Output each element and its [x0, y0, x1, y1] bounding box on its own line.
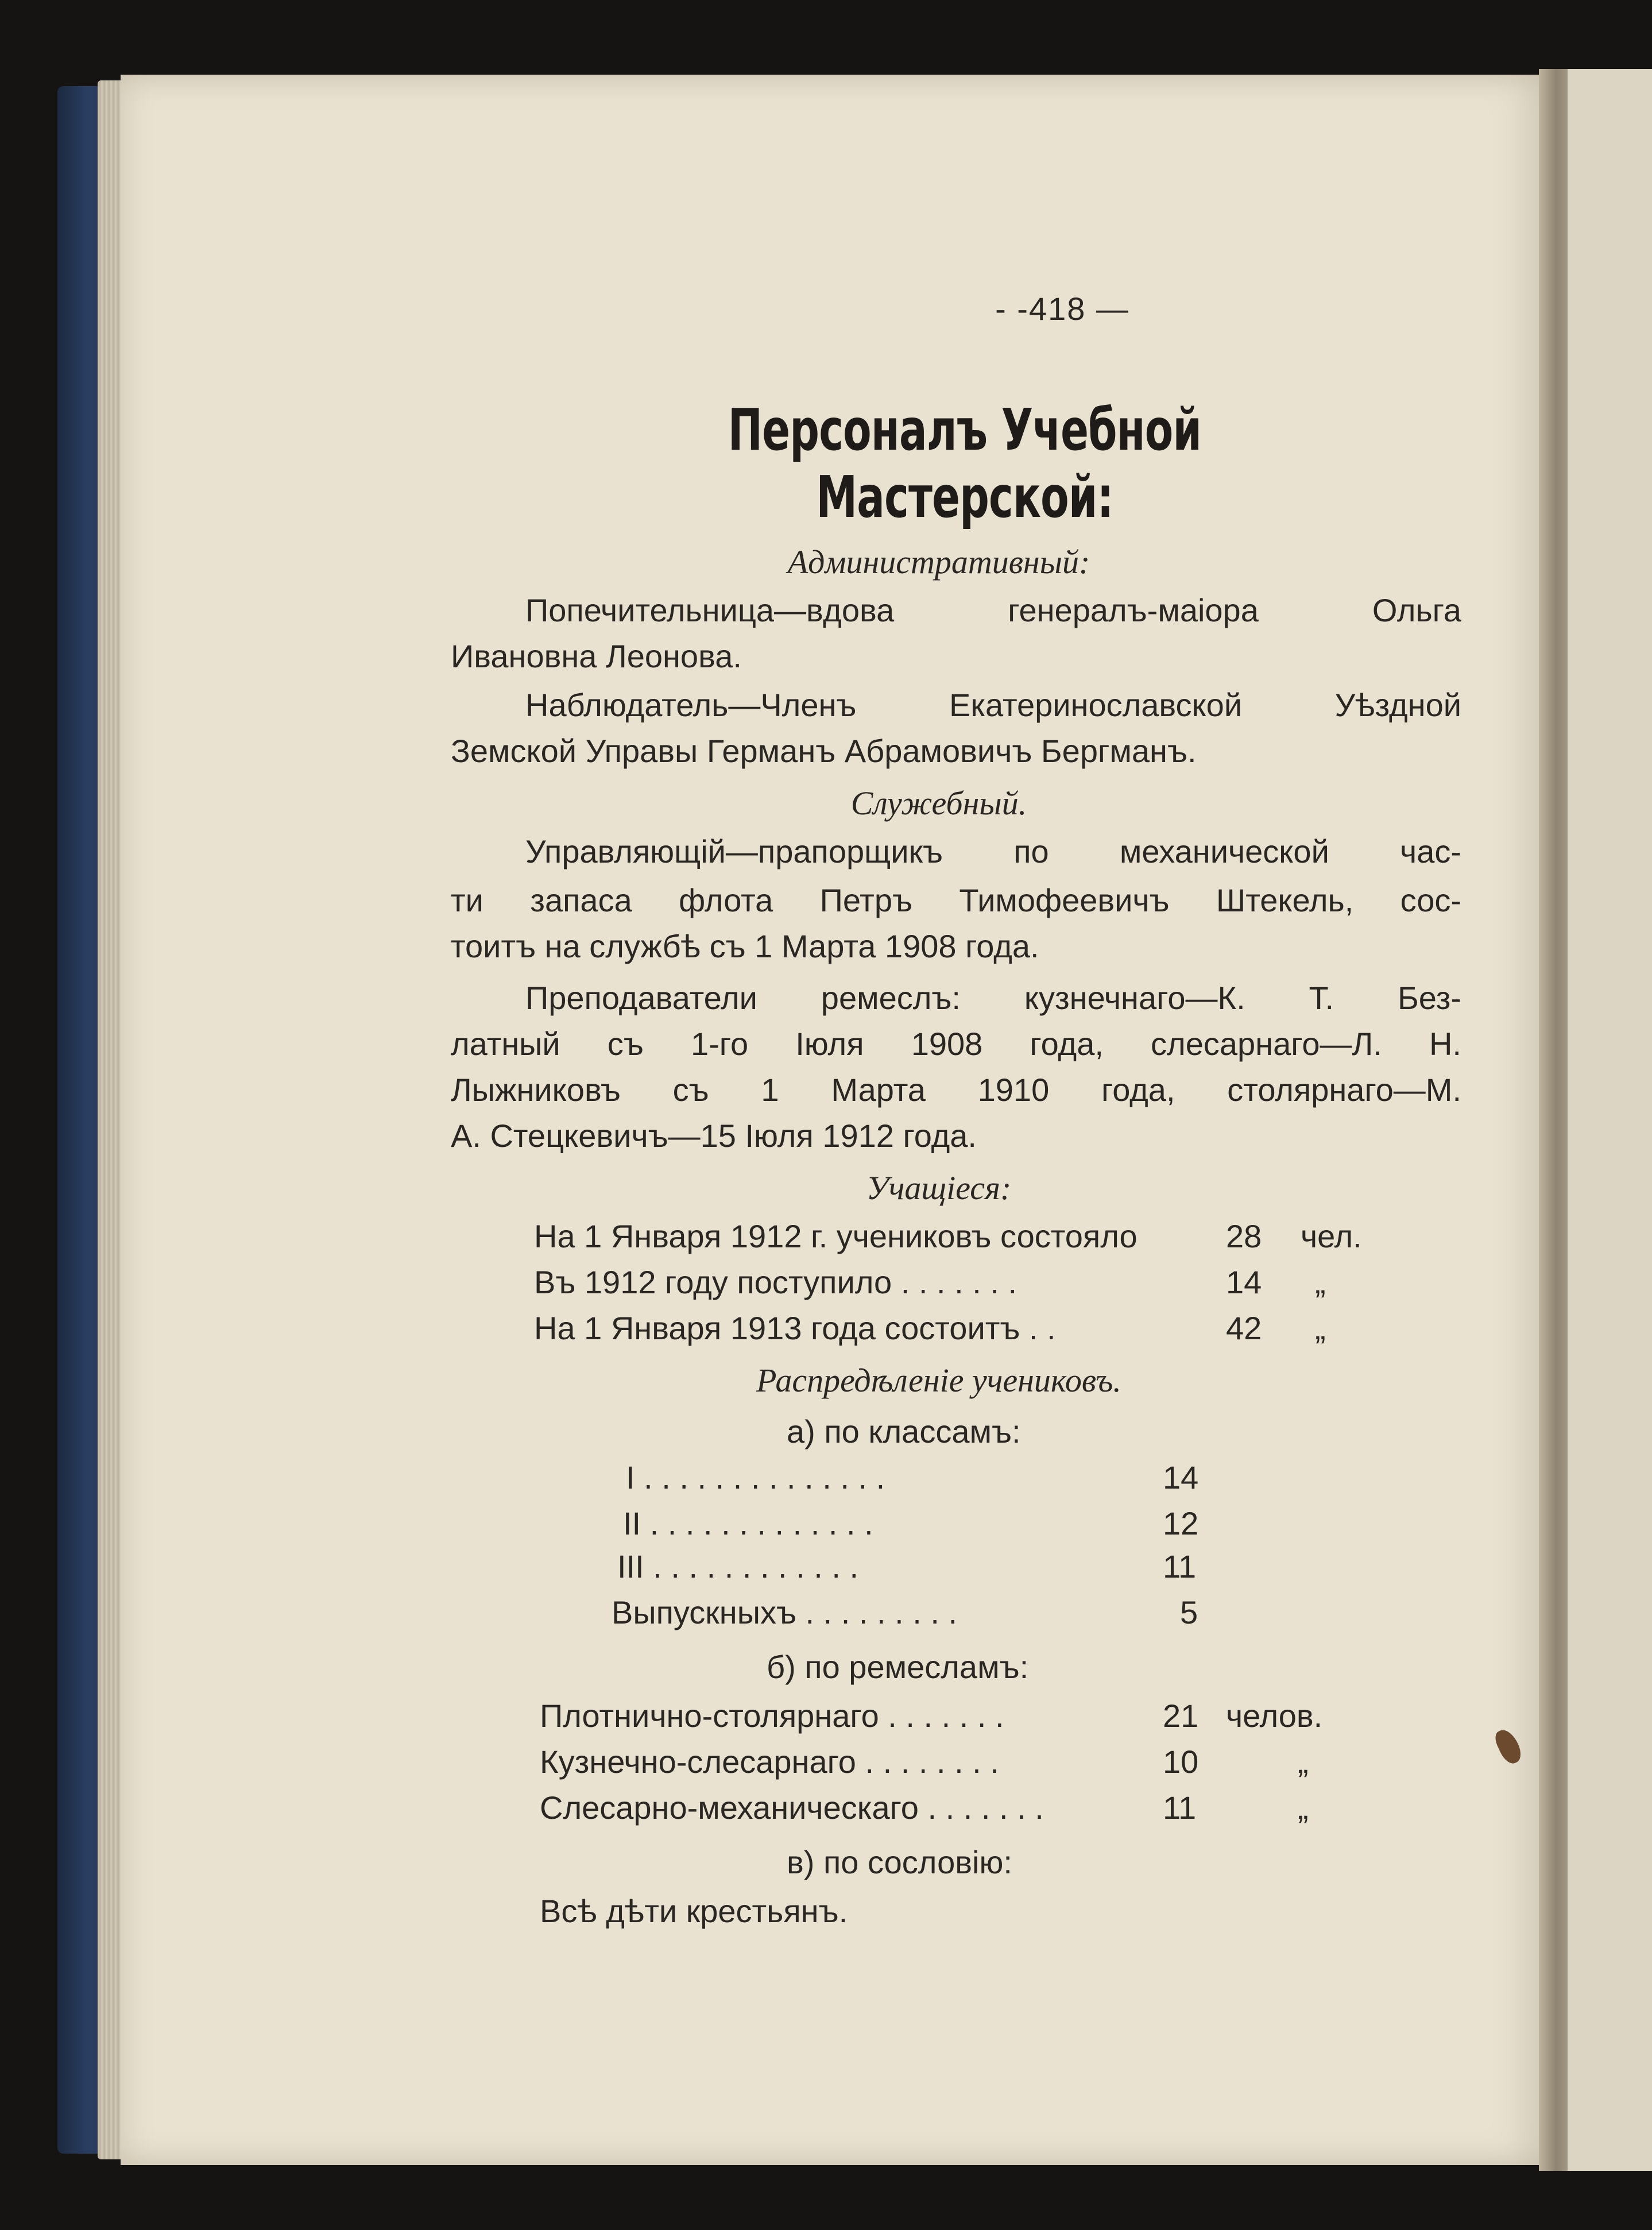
page-content [121, 75, 1550, 2165]
trade-row-value: 10 [1163, 1744, 1199, 1780]
page-title: Персоналъ Учебной Мастерской: [728, 396, 1202, 531]
students-row-label: На 1 Января 1912 г. учениковъ состояло [534, 1218, 1138, 1254]
subheading-by-trade: б) по ремесламъ: [767, 1649, 1029, 1685]
trade-row-label: Плотнично-столярнаго . . . . . . . [540, 1698, 1004, 1734]
class-row-value: 14 [1163, 1459, 1199, 1495]
facing-page-edge [1568, 69, 1652, 2171]
text-line: Земской Управы Германъ Абрамовичъ Бергманъ. [451, 733, 1197, 769]
page-number: - -418 — [995, 291, 1129, 327]
text-line: тоитъ на службѣ съ 1 Марта 1908 года. [451, 928, 1039, 964]
students-row-unit: „ [1315, 1310, 1326, 1346]
text-line: латный съ 1-го Іюля 1908 года, слесарнаго—Л. Н. [451, 1026, 1461, 1062]
class-row-value: 12 [1163, 1505, 1199, 1541]
class-row-value: 11 [1163, 1548, 1197, 1584]
trade-row-value: 11 [1163, 1790, 1197, 1826]
students-row-unit: чел. [1301, 1218, 1362, 1254]
text-line: Управляющій—прапорщикъ по механической час- [525, 833, 1461, 869]
text-line: Попечительница—вдова генералъ-маіора Ольга [525, 592, 1461, 628]
section-heading-distribution: Распредѣленіе учениковъ. [756, 1362, 1121, 1399]
class-row-label: Выпускныхъ . . . . . . . . . [612, 1594, 958, 1630]
trade-row-value: 21 [1163, 1698, 1199, 1734]
students-row-value: 42 [1226, 1310, 1262, 1346]
students-row-value: 14 [1226, 1264, 1262, 1300]
students-row-label: На 1 Января 1913 года состоитъ . . [534, 1310, 1056, 1346]
text-line: ти запаса флота Петръ Тимофеевичъ Штекель, сос- [451, 882, 1461, 918]
text-line: Наблюдатель—Членъ Екатеринославской Уѣздной [525, 687, 1461, 723]
students-row-label: Въ 1912 году поступило . . . . . . . [534, 1264, 1017, 1300]
estate-text: Всѣ дѣти крестьянъ. [540, 1893, 848, 1929]
text-line: Ивановна Леонова. [451, 638, 742, 674]
trade-row-unit: „ [1298, 1744, 1309, 1780]
subheading-by-estate: в) по сословію: [787, 1844, 1012, 1880]
trade-row-unit: челов. [1226, 1698, 1323, 1734]
students-row-value: 28 [1226, 1218, 1262, 1254]
text-line: Лыжниковъ съ 1 Марта 1910 года, столярнаго—М. [451, 1072, 1461, 1108]
class-row-label: I . . . . . . . . . . . . . . [626, 1459, 885, 1495]
section-heading-service: Служебный. [850, 784, 1027, 822]
trade-row-label: Слесарно-механическаго . . . . . . . [540, 1790, 1044, 1826]
text-line: А. Стецкевичъ—15 Іюля 1912 года. [451, 1118, 977, 1154]
section-heading-students: Учащіеся: [866, 1169, 1012, 1207]
trade-row-label: Кузнечно-слесарнаго . . . . . . . . [540, 1744, 999, 1780]
class-row-value: 5 [1180, 1594, 1198, 1630]
class-row-label: III . . . . . . . . . . . . [617, 1548, 859, 1584]
text-line: Преподаватели ремеслъ: кузнечнаго—К. Т. Без- [525, 980, 1461, 1016]
class-row-label: II . . . . . . . . . . . . . [623, 1505, 873, 1541]
subheading-by-class: а) по классамъ: [787, 1413, 1021, 1450]
students-row-unit: „ [1315, 1264, 1326, 1300]
section-heading-administrative: Административный: [787, 543, 1090, 581]
trade-row-unit: „ [1298, 1790, 1309, 1826]
